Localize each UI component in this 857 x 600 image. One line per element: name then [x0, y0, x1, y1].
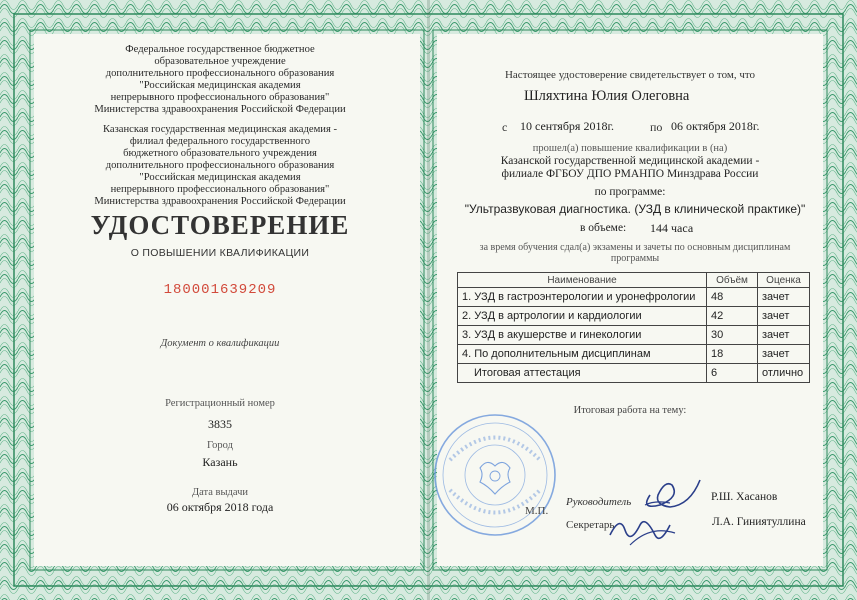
table-row [458, 364, 810, 383]
academy-line-1: Казанской государственной медицинской академии - [500, 155, 760, 167]
org-line: Министерства здравоохранения Российской Федерации [94, 104, 346, 115]
supervisor-label: Руководитель [566, 496, 632, 508]
academy-line-2: филиале ФГБОУ ДПО РМАНПО Минздрава России [501, 168, 759, 180]
reg-number-label: Регистрационный номер [165, 398, 275, 409]
branch-line: непрерывного профессионального образования" [110, 184, 330, 195]
exams-text-2: программы [610, 253, 660, 264]
branch-line: бюджетного образовательного учреждения [123, 148, 317, 159]
holder-full-name: Шляхтина Юлия Олеговна [524, 88, 690, 104]
branch-line: Казанская государственная медицинская академия - [102, 124, 337, 135]
seal-place-mark: М.П. [525, 505, 549, 517]
subjects-table [457, 272, 810, 383]
subject-hours: 18 [707, 345, 758, 364]
document-title: УДОСТОВЕРЕНИЕ [90, 210, 350, 240]
table-row [458, 326, 810, 345]
subject-name: 3. УЗД в акушерстве и гинекологии [458, 326, 707, 345]
to-label: по [650, 120, 663, 134]
subject-grade: зачет [758, 345, 810, 364]
signatures-icon [600, 455, 720, 555]
from-date: 10 сентября 2018г. [520, 119, 615, 133]
document-type: Документ о квалификации [160, 338, 280, 349]
secretary-name: Л.А. Гиниятуллина [712, 516, 806, 528]
organization-block [60, 44, 380, 116]
issue-date-label: Дата выдачи [191, 487, 249, 498]
org-line: дополнительного профессионального образования [105, 68, 335, 79]
subject-name: 4. По дополнительным дисциплинам [458, 345, 707, 364]
subject-name: Итоговая аттестация [458, 364, 707, 383]
subject-name: 2. УЗД в артрологии и кардиологии [458, 307, 707, 326]
program-label: по программе: [594, 186, 666, 198]
subject-hours: 30 [707, 326, 758, 345]
subject-hours: 48 [707, 288, 758, 307]
col-header-grade: Оценка [758, 273, 810, 288]
org-line: образовательное учреждение [154, 56, 286, 67]
secretary-label: Секретарь [566, 519, 615, 531]
official-seal-icon [430, 410, 560, 540]
org-line: непрерывного профессионального образования" [110, 92, 330, 103]
volume-label: в объеме: [580, 222, 627, 234]
table-row [458, 288, 810, 307]
issue-date: 06 октября 2018 года [166, 500, 274, 514]
subject-grade: зачет [758, 307, 810, 326]
volume-value: 144 часа [650, 221, 694, 235]
certificate-intro: Настоящее удостоверение свидетельствует о том, что [504, 69, 756, 81]
passed-text: прошел(а) повышение квалификации в (на) [532, 143, 728, 154]
subject-hours: 6 [707, 364, 758, 383]
col-header-name: Наименование [458, 273, 707, 288]
city: Казань [202, 455, 238, 469]
city-label: Город [207, 440, 233, 451]
branch-line: филиал федерального государственного [129, 136, 311, 147]
org-line: Федеральное государственное бюджетное [125, 44, 315, 55]
subject-name: 1. УЗД в гастроэнтерологии и уронефрологии [458, 288, 707, 307]
table-row [458, 307, 810, 326]
supervisor-name: Р.Ш. Хасанов [711, 491, 778, 503]
subject-grade: зачет [758, 288, 810, 307]
col-header-volume: Объём [707, 273, 758, 288]
org-line: "Российская медицинская академия [139, 80, 301, 91]
table-header-row [458, 273, 810, 288]
final-work-label: Итоговая работа на тему: [573, 405, 687, 416]
document-subtitle: О ПОВЫШЕНИИ КВАЛИФИКАЦИИ [130, 247, 310, 259]
to-date: 06 октября 2018г. [671, 119, 760, 133]
from-label: с [502, 120, 508, 134]
exams-text-1: за время обучения сдал(а) экзамены и зачеты по основным дисциплинам [479, 242, 791, 253]
branch-line: "Российская медицинская академия [139, 172, 301, 183]
branch-line: Министерства здравоохранения Российской Федерации [94, 196, 346, 207]
program-name: "Ультразвуковая диагностика. (УЗД в клинической практике)" [464, 202, 806, 216]
subject-grade: зачет [758, 326, 810, 345]
subject-grade: отлично [758, 364, 810, 383]
branch-line: дополнительного профессионального образования [105, 160, 335, 171]
branch-block [60, 124, 380, 208]
subject-hours: 42 [707, 307, 758, 326]
serial-number: 180001639209 [163, 282, 277, 298]
table-row [458, 345, 810, 364]
reg-number: 3835 [208, 417, 232, 431]
